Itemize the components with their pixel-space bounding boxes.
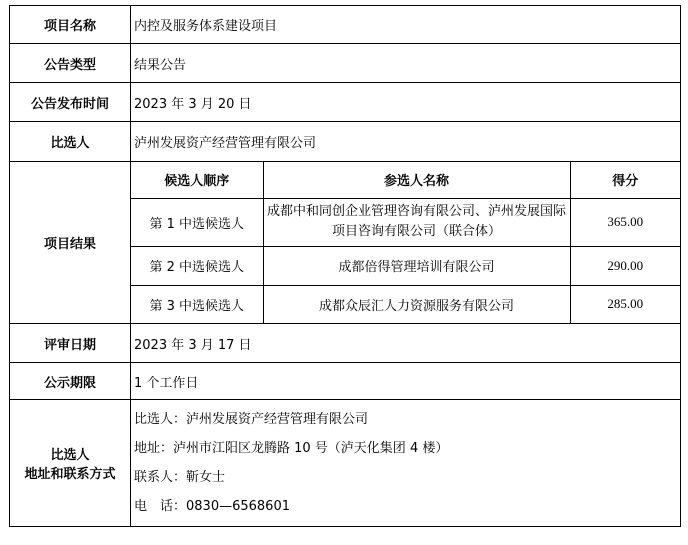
notice-document (9, 5, 681, 527)
row-project-result (10, 162, 681, 324)
project-name-value: 内控及服务体系建设项目 (131, 6, 681, 44)
result-notice-table (9, 5, 681, 527)
header-score: 得分 (570, 162, 680, 198)
candidate-row (131, 246, 680, 285)
row-publish-time (10, 83, 681, 122)
row-review-date (10, 324, 681, 363)
publish-time-label: 公告发布时间 (10, 83, 131, 122)
contact-label-line2: 地址和联系方式 (24, 467, 116, 482)
contact-person-line: 联系人：靳女士 (134, 470, 226, 485)
contact-phone-line: 电 话：0830—6568601 (134, 499, 290, 514)
header-participant-name: 参选人名称 (263, 162, 570, 198)
candidate-row (131, 285, 680, 323)
review-date-label: 评审日期 (10, 324, 131, 363)
contact-address-line: 地址：泸州市江阳区龙腾路 10 号（泸天化集团 4 楼） (134, 441, 449, 456)
candidate-name: 成都倍得管理培训有限公司 (263, 246, 570, 285)
notice-period-value: 1 个工作日 (131, 363, 681, 400)
candidate-name: 成都众辰汇人力资源服务有限公司 (263, 285, 570, 323)
candidate-rank: 第 2 中选候选人 (131, 246, 263, 285)
candidate-table (131, 162, 680, 323)
candidate-rank: 第 1 中选候选人 (131, 198, 263, 246)
row-selector (10, 122, 681, 162)
notice-type-value: 结果公告 (131, 44, 681, 83)
candidate-score: 285.00 (570, 285, 680, 323)
contact-value (131, 400, 681, 527)
header-rank: 候选人顺序 (131, 162, 263, 198)
project-result-cell (131, 162, 681, 324)
project-result-label: 项目结果 (10, 162, 131, 324)
row-notice-type (10, 44, 681, 83)
notice-type-label: 公告类型 (10, 44, 131, 83)
candidate-name: 成都中和同创企业管理咨询有限公司、泸州发展国际项目咨询有限公司（联合体） (263, 198, 570, 246)
selector-value: 泸州发展资产经营管理有限公司 (131, 122, 681, 162)
candidate-score: 365.00 (570, 198, 680, 246)
candidate-rank: 第 3 中选候选人 (131, 285, 263, 323)
selector-label: 比选人 (10, 122, 131, 162)
candidate-row (131, 198, 680, 246)
contact-selector-line: 比选人：泸州发展资产经营管理有限公司 (134, 412, 369, 427)
candidate-score: 290.00 (570, 246, 680, 285)
notice-period-label: 公示期限 (10, 363, 131, 400)
row-contact (10, 400, 681, 527)
publish-time-value: 2023 年 3 月 20 日 (131, 83, 681, 122)
contact-label-line1: 比选人 (50, 448, 90, 463)
candidate-header-row (131, 162, 680, 198)
row-notice-period (10, 363, 681, 400)
row-project-name (10, 6, 681, 44)
review-date-value: 2023 年 3 月 17 日 (131, 324, 681, 363)
project-name-label: 项目名称 (10, 6, 131, 44)
contact-label (10, 400, 131, 527)
